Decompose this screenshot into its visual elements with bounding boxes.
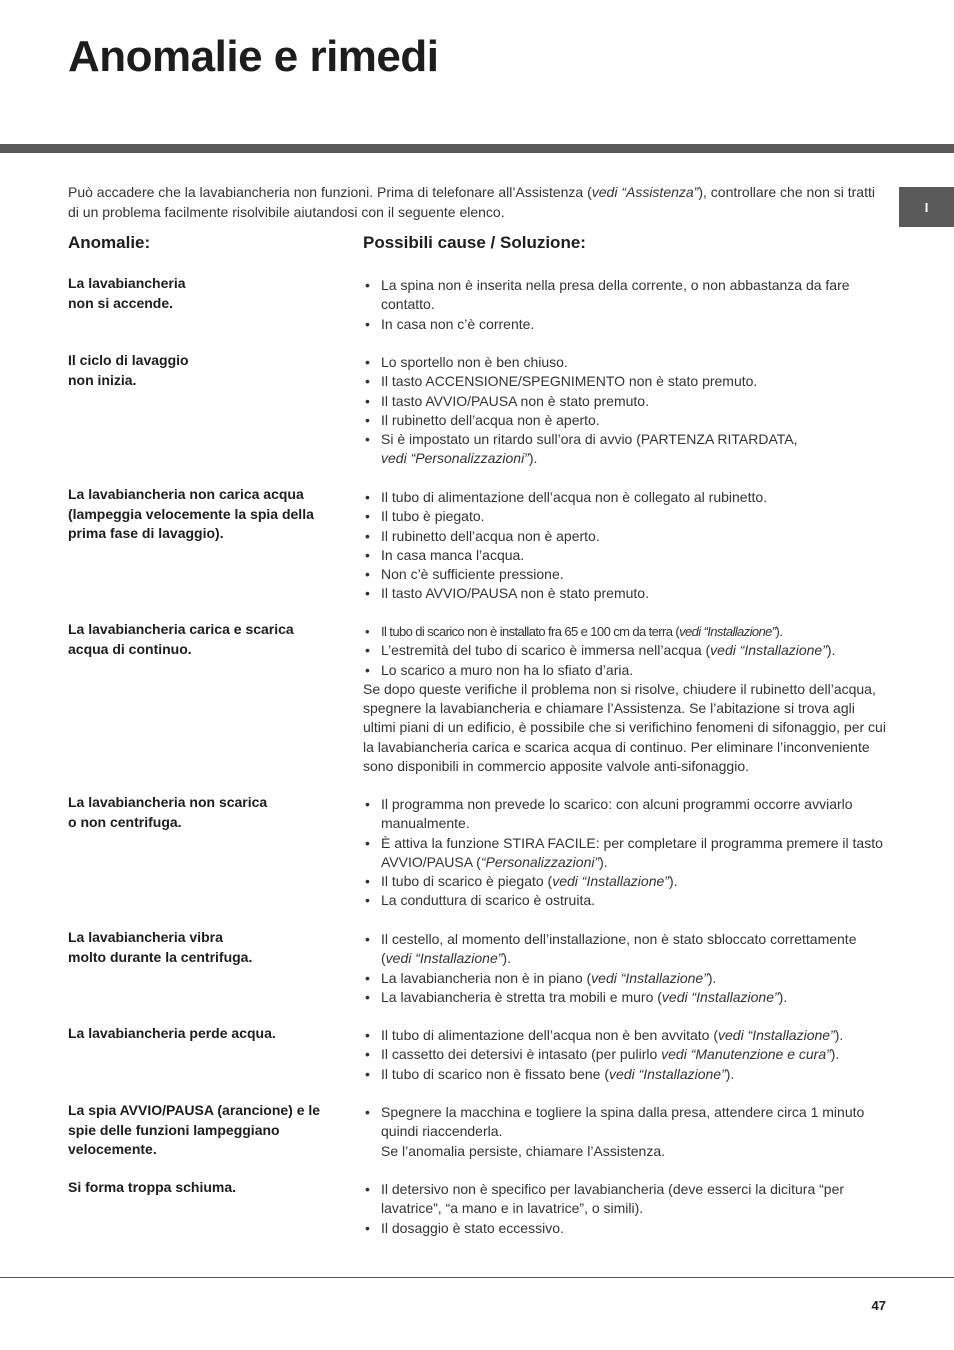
page-number: 47 [871, 1298, 886, 1313]
problem-too-much-foam: Si forma troppa schiuma. [68, 1179, 237, 1195]
cause-item: • Il tubo di scarico è piegato (vedi “Installazione”). [363, 872, 886, 891]
cause-item: • Il cassetto dei detersivi è intasato (per pulirlo vedi “Manutenzione e cura”). [363, 1045, 886, 1064]
page-title: Anomalie e rimedi [68, 32, 439, 81]
cause-item: • Lo scarico a muro non ha lo sfiato d’aria. [363, 661, 886, 680]
cause-item: • Il tubo di alimentazione dell’acqua non è ben avvitato (vedi “Installazione”). [363, 1026, 886, 1045]
causes-continuous-load-drain [363, 622, 886, 776]
causes-no-water-load [363, 488, 886, 604]
causes-no-drain-spin [363, 795, 886, 911]
cause-item: • Il dosaggio è stato eccessivo. [363, 1219, 886, 1238]
problem-no-drain-spin: La lavabiancheria non scarica o non centrifuga. [68, 794, 268, 830]
footer-divider [0, 1277, 954, 1278]
cause-item: • Il tubo di scarico non è installato fra 65 e 100 cm da terra (vedi “Installazione”). [363, 622, 886, 641]
cause-item: • La conduttura di scarico è ostruita. [363, 891, 886, 910]
causes-blinking-lights [363, 1103, 886, 1161]
cause-item: • Il cestello, al momento dell’installazione, non è stato sbloccato correttamente (vedi “Installazione”). [363, 930, 886, 969]
cause-item: • Il rubinetto dell’acqua non è aperto. [363, 411, 886, 430]
problem-water-leak: La lavabiancheria perde acqua. [68, 1025, 276, 1041]
language-tab: I [899, 187, 954, 227]
causes-vibration [363, 930, 886, 1007]
cause-item: • Il tasto ACCENSIONE/SPEGNIMENTO non è stato premuto. [363, 372, 886, 391]
cause-item: • Il detersivo non è specifico per lavabiancheria (deve esserci la dicitura “per lavatrice”, “a mano e in lavatrice”, o simili). [363, 1180, 886, 1219]
cause-item: • Il tubo di scarico non è fissato bene (vedi “Installazione”). [363, 1065, 886, 1084]
intro-paragraph: Può accadere che la lavabiancheria non funzioni. Prima di telefonare all’Assistenza (vedi “Assistenza”), controllare che non si tratti di un problema facilmente risolvibile aiutandosi con il seguente elenco. [68, 184, 875, 220]
cause-item: • Il tasto AVVIO/PAUSA non è stato premuto. [363, 584, 886, 603]
causes-too-much-foam [363, 1180, 886, 1238]
cause-note: Se dopo queste verifiche il problema non si risolve, chiudere il rubinetto dell’acqua, spegnere la lavabiancheria e chiamare l’Assistenza. Se l’abitazione si trova agli ultimi piani di un edificio, è possibile che si verifichino fenomeni di sifonaggio, per cui la lavabiancheria carica e scarica acqua di continuo. Per eliminare l’inconveniente sono disponibili in commercio apposite valvole anti-sifonaggio. [363, 680, 886, 775]
problem-vibration: La lavabiancheria vibra molto durante la centrifuga. [68, 929, 253, 965]
causes-cycle-not-starting [363, 353, 886, 469]
cause-item: • La lavabiancheria non è in piano (vedi “Installazione”). [363, 969, 886, 988]
causes-no-power [363, 276, 886, 334]
cause-item: • La spina non è inserita nella presa della corrente, o non abbastanza da fare contatto. [363, 276, 886, 315]
cause-item: • In casa non c’è corrente. [363, 315, 886, 334]
cause-item: • Non c’è sufficiente pressione. [363, 565, 886, 584]
problem-no-water-load: La lavabiancheria non carica acqua (lampeggia velocemente la spia della prima fase di lavaggio). [68, 486, 314, 541]
problem-continuous-load-drain: La lavabiancheria carica e scarica acqua di continuo. [68, 621, 294, 657]
cause-item: • Si è impostato un ritardo sull’ora di avvio (PARTENZA RITARDATA, vedi “Personalizzazioni”). [363, 430, 886, 469]
cause-item: • È attiva la funzione STIRA FACILE: per completare il programma premere il tasto AVVIO/PAUSA (“Personalizzazioni”). [363, 834, 886, 873]
causes-heading: Possibili cause / Soluzione: [363, 233, 586, 252]
cause-item: • Spegnere la macchina e togliere la spina dalla presa, attendere circa 1 minuto quindi riaccenderla. Se l’anomalia persiste, chiamare l’Assistenza. [363, 1103, 886, 1161]
cause-item: • Il rubinetto dell’acqua non è aperto. [363, 527, 886, 546]
cause-item: • Il tubo di alimentazione dell’acqua non è collegato al rubinetto. [363, 488, 886, 507]
cause-item: • Il programma non prevede lo scarico: con alcuni programmi occorre avviarlo manualmente. [363, 795, 886, 834]
cause-item: • Il tasto AVVIO/PAUSA non è stato premuto. [363, 392, 886, 411]
cause-item: • In casa manca l’acqua. [363, 546, 886, 565]
header-divider [0, 144, 954, 153]
problem-cycle-not-starting: Il ciclo di lavaggio non inizia. [68, 352, 189, 388]
anomalies-heading: Anomalie: [68, 233, 151, 252]
causes-water-leak [363, 1026, 886, 1084]
cause-item: • L’estremità del tubo di scarico è immersa nell’acqua (vedi “Installazione”). [363, 641, 886, 660]
cause-item: • Lo sportello non è ben chiuso. [363, 353, 886, 372]
problem-blinking-lights: La spia AVVIO/PAUSA (arancione) e le spie delle funzioni lampeggiano velocemente. [68, 1102, 321, 1157]
problem-no-power: La lavabiancheria non si accende. [68, 275, 186, 311]
cause-item: • La lavabiancheria è stretta tra mobili e muro (vedi “Installazione”). [363, 988, 886, 1007]
cause-item: • Il tubo è piegato. [363, 507, 886, 526]
